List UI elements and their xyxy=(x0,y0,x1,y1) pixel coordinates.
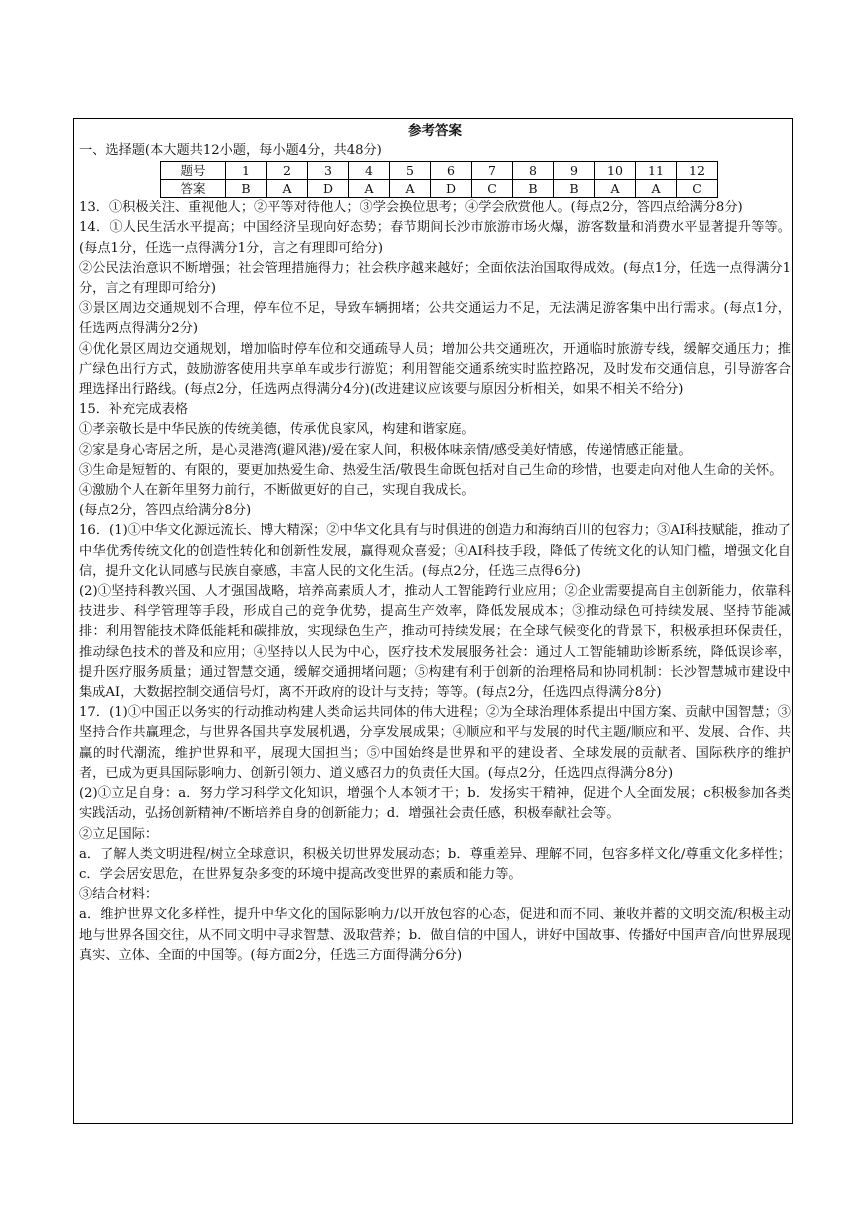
table-cell: A xyxy=(390,180,431,198)
answer-paragraph: 14．①人民生活水平提高；中国经济呈现向好态势；春节期间长沙市旅游市场火爆，游客数量和消费水平显著提升等等。(每点1分，任选一点得满分1分，言之有理即可给分) xyxy=(79,220,791,256)
table-header-cell: 答案 xyxy=(161,180,226,198)
answer-paragraph: ②立足国际： xyxy=(79,826,159,842)
answer-paragraph: ③结合材料： xyxy=(79,887,159,903)
answer-paragraph: (2)①坚持科教兴国、人才强国战略，培养高素质人才，推动人工智能跨行业应用；②企业需要提高自主创新能力，依靠科技进步、科学管理等手段，形成自己的竞争优势，提高生产效率，降低发展成本；③推动绿色可持续发展、坚持节能减排：利用智能技术降低能耗和碳排放，实现绿色生产，推动可持续发展；在全球气候变化的背景下，积极承担环保责任，推动绿色技术的普及和应用；④坚持以人民为中心，医疗技术发展服务社会：通过人工智能辅助诊断系统，降低误诊率，提升医疗服务质量；通过智慧交通，缓解交通拥堵问题；⑤构建有利于创新的治理格局和协同机制：长沙智慧城市建设中集成AI，大数据控制交通信号灯，离不开政府的设计与支持；等等。(每点2分，任选四点得满分8分) xyxy=(79,584,791,701)
table-cell: C xyxy=(472,180,513,198)
answer-paragraph: 17．(1)①中国正以务实的行动推动构建人类命运共同体的伟大进程；②为全球治理体系提出中国方案、贡献中国智慧；③坚持合作共赢理念，与世界各国共享发展机遇，分享发展成果；④顺应和平与发展的时代主题/顺应和平、发展、合作、共赢的时代潮流，维护世界和平，展现大国担当；⑤中国始终是世界和平的建设者、全球发展的贡献者、国际秩序的维护者，已成为更具国际影响力、创新引领力、道义感召力的负责任大国。(每点2分，任选四点得满分8分) xyxy=(79,705,791,781)
table-cell: 7 xyxy=(472,162,513,180)
answer-content xyxy=(79,121,791,966)
table-header-cell: 题号 xyxy=(161,162,226,180)
page-title: 参考答案 xyxy=(408,123,462,139)
table-cell: 5 xyxy=(390,162,431,180)
table-cell: 10 xyxy=(595,162,636,180)
table-cell: 8 xyxy=(513,162,554,180)
table-cell: A xyxy=(636,180,677,198)
section-heading: 一、选择题(本大题共12小题，每小题4分，共48分) xyxy=(79,143,382,158)
table-cell: A xyxy=(595,180,636,198)
table-row xyxy=(161,180,718,198)
table-cell: 6 xyxy=(431,162,472,180)
table-cell: 12 xyxy=(677,162,718,180)
table-cell: A xyxy=(349,180,390,198)
answer-paragraph: (2)①立足自身：a．努力学习科学文化知识，增强个人本领才干；b．发扬实干精神，促进个人全面发展；c积极参加各类实践活动，弘扬创新精神/不断培养自身的创新能力；d．增强社会责任感，积极奉献社会等。 xyxy=(79,786,791,822)
table-cell: 11 xyxy=(636,162,677,180)
table-cell: A xyxy=(267,180,308,198)
table-cell: D xyxy=(308,180,349,198)
answer-paragraph: ④优化景区周边交通规划，增加临时停车位和交通疏导人员；增加公共交通班次，开通临时旅游专线，缓解交通压力；推广绿色出行方式，鼓励游客使用共享单车或步行游览；利用智能交通系统实时监控路况，及时发布交通信息，引导游客合理选择出行路线。(每点2分，任选两点得满分4分)(改进建议应该要与原因分析相关，如果不相关不给分) xyxy=(79,341,791,398)
table-cell: C xyxy=(677,180,718,198)
answer-paragraph: (每点2分，答四点给满分8分) xyxy=(79,503,252,519)
table-cell: 2 xyxy=(267,162,308,180)
table-cell: D xyxy=(431,180,472,198)
table-cell: 3 xyxy=(308,162,349,180)
answer-paragraph: 15．补充完成表格 xyxy=(79,402,189,418)
answer-paragraph: ①孝亲敬长是中华民族的传统美德，传承优良家风，构建和谐家庭。 xyxy=(79,422,475,438)
table-cell: 1 xyxy=(226,162,267,180)
table-cell: 4 xyxy=(349,162,390,180)
answer-paragraph: ②家是身心寄居之所，是心灵港湾(避风港)/爱在家人间，积极体味亲情/感受美好情感，传递情感正能量。 xyxy=(79,442,692,458)
answer-paragraph: a．了解人类文明进程/树立全球意识，积极关切世界发展动态；b．尊重差异、理解不同，包容多样文化/尊重文化多样性；c．学会居安思危，在世界复杂多变的环境中提高改变世界的素质和能力等。 xyxy=(79,846,791,882)
answer-table xyxy=(160,161,718,198)
answer-paragraph: 13．①积极关注、重视他人；②平等对待他人；③学会换位思考；④学会欣赏他人。(每点2分，答四点给满分8分) xyxy=(79,200,743,216)
answer-paragraph: ④激励个人在新年里努力前行，不断做更好的自己，实现自我成长。 xyxy=(79,483,475,499)
table-cell: B xyxy=(226,180,267,198)
answer-paragraph: ③生命是短暂的、有限的，要更加热爱生命、热爱生活/敬畏生命既包括对自己生命的珍惜，也要走向对他人生命的关怀。 xyxy=(79,462,783,478)
answer-paragraph: a．维护世界文化多样性，提升中华文化的国际影响力/以开放包容的心态，促进和而不同、兼收并蓄的文明交流/积极主动地与世界各国交往，从不同文明中寻求智慧、汲取营养；b．做自信的中国人，讲好中国故事、传播好中国声音/向世界展现真实、立体、全面的中国等。(每方面2分，任选三方面得满分6分) xyxy=(79,907,791,963)
answer-paragraph: ③景区周边交通规划不合理，停车位不足，导致车辆拥堵；公共交通运力不足，无法满足游客集中出行需求。(每点1分，任选两点得满分2分) xyxy=(79,301,791,337)
answer-paragraph: ②公民法治意识不断增强；社会管理措施得力；社会秩序越来越好；全面依法治国取得成效。(每点1分，任选一点得满分1分，言之有理即可给分) xyxy=(79,260,791,297)
table-cell: B xyxy=(513,180,554,198)
table-row xyxy=(161,162,718,180)
table-cell: B xyxy=(554,180,595,198)
answer-paragraph: 16．(1)①中华文化源远流长、博大精深；②中华文化具有与时俱进的创造力和海纳百川的包容力；③AI科技赋能，推动了中华优秀传统文化的创造性转化和创新性发展，赢得观众喜爱；④AI科技手段，降低了传统文化的认知门槛，增强文化自信，提升文化认同感与民族自豪感，丰富人民的文化生活。(每点2分，任选三点得6分) xyxy=(79,523,791,579)
table-cell: 9 xyxy=(554,162,595,180)
